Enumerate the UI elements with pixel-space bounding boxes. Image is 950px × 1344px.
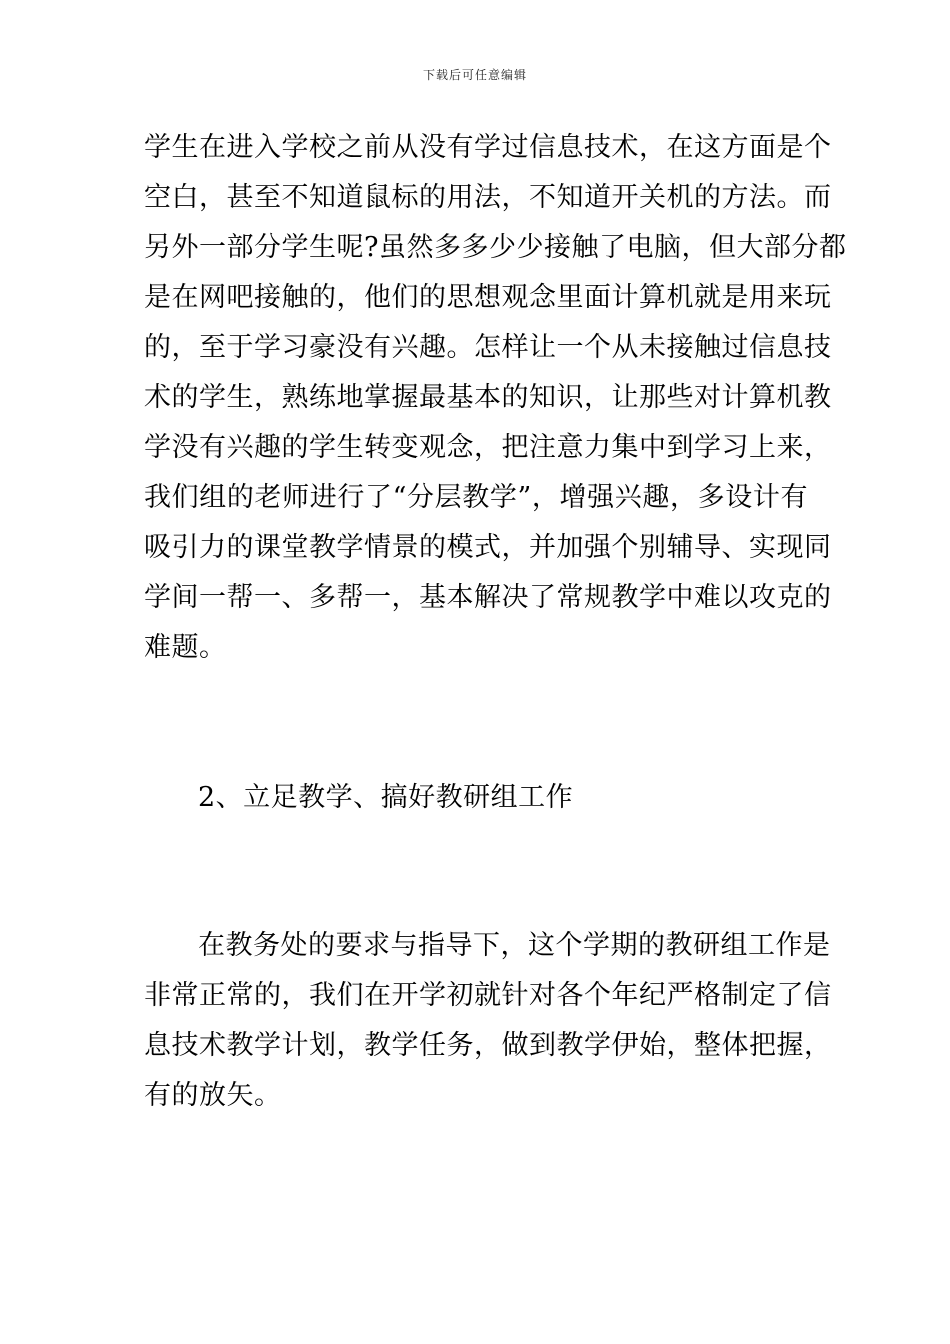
text-line: 非常正常的，我们在开学初就针对各个年纪严格制定了信 <box>144 980 832 1011</box>
text-line: 我们组的老师进行了“分层教学”，增强兴趣，多设计有 <box>144 482 808 513</box>
text-line: 在教务处的要求与指导下，这个学期的教研组工作是 <box>198 930 831 961</box>
text-line: 学生在进入学校之前从没有学过信息技术，在这方面是个 <box>144 132 832 163</box>
header-note: 下载后可任意编辑 <box>422 68 527 82</box>
text-line: 是在网吧接触的，他们的思想观念里面计算机就是用来玩 <box>144 282 832 313</box>
text-line: 另外一部分学生呢?虽然多多少少接触了电脑，但大部分都 <box>144 232 847 263</box>
text-line: 息技术教学计划，教学任务，做到教学伊始，整体把握， <box>144 1030 832 1061</box>
text-line: 空白，甚至不知道鼠标的用法，不知道开关机的方法。而 <box>144 182 832 213</box>
text-line: 学没有兴趣的学生转变观念，把注意力集中到学习上来， <box>144 432 832 463</box>
text-line: 吸引力的课堂教学情景的模式，并加强个别辅导、实现同 <box>144 532 832 563</box>
text-line: 难题。 <box>144 632 227 663</box>
text-line: 有的放矢。 <box>144 1080 282 1111</box>
section-heading: 2、立足教学、搞好教研组工作 <box>198 782 574 813</box>
text-line: 学间一帮一、多帮一，基本解决了常规教学中难以攻克的 <box>144 582 832 613</box>
text-line: 术的学生，熟练地掌握最基本的知识，让那些对计算机教 <box>144 382 832 413</box>
text-line: 的，至于学习豪没有兴趣。怎样让一个从未接触过信息技 <box>144 332 832 363</box>
